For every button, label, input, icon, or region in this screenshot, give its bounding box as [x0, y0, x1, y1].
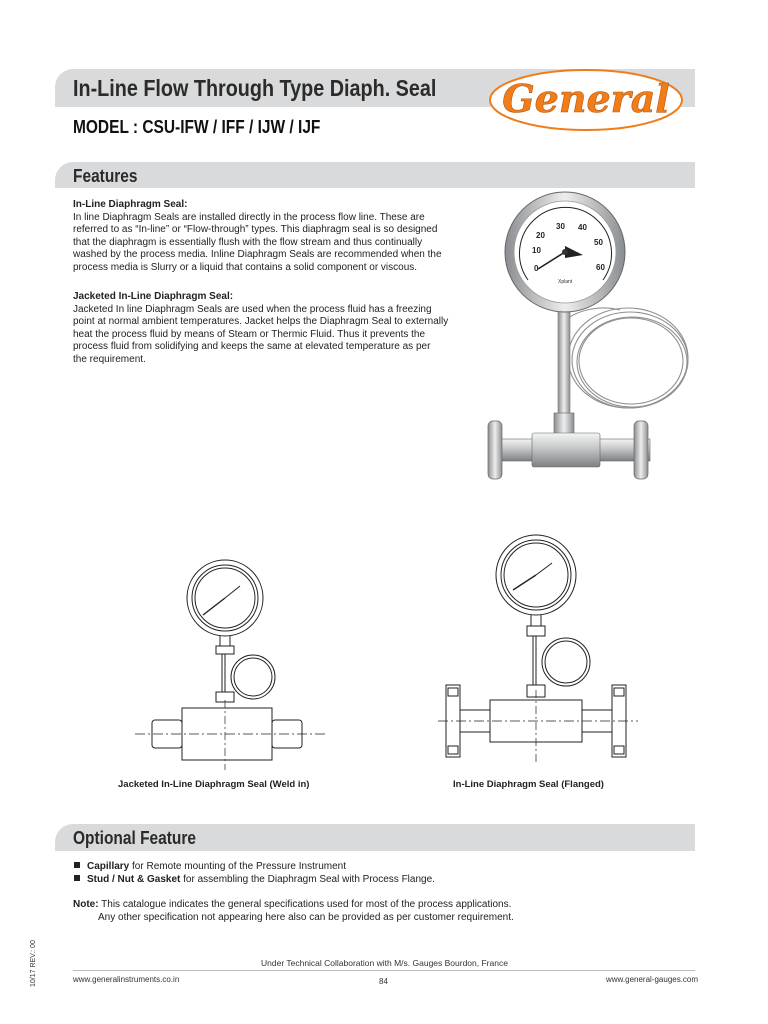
- option-bold: Stud / Nut & Gasket: [87, 874, 181, 885]
- note-label: Note:: [73, 899, 99, 910]
- footer-right-url[interactable]: www.general-gauges.com: [606, 975, 699, 984]
- dial-brand: Xplant: [558, 279, 573, 285]
- caption-weld-in: Jacketed In-Line Diaphragm Seal (Weld in): [118, 779, 310, 790]
- seal-body: [532, 433, 600, 467]
- jacketed-line: heat the process fluid by means of Steam or Thermic Fluid. Thus it prevents the: [73, 328, 426, 340]
- dial-tick-label: 20: [536, 231, 545, 240]
- inline-seal-title: In-Line Diaphragm Seal:: [73, 199, 188, 210]
- bullet-square-icon: [74, 862, 80, 868]
- drawing-coil: [231, 655, 275, 699]
- jacketed-line: point at normal ambient temperatures. Jacket helps the Diaphragm Seal to externally: [73, 316, 449, 328]
- page-title: In-Line Flow Through Type Diaph. Seal: [73, 75, 437, 101]
- gauge-stem: [558, 303, 570, 423]
- dial-tick-label: 30: [556, 222, 565, 231]
- model-label: MODEL : CSU-IFW / IFF / IJW / IJF: [73, 117, 321, 137]
- note: [73, 898, 514, 924]
- inline-line: In line Diaphragm Seals are installed directly in the process flow line. These are: [73, 211, 425, 223]
- dial-tick-label: 10: [532, 246, 541, 255]
- drawing-coil: [542, 638, 590, 686]
- flange-left: [488, 421, 502, 479]
- dial-tick-label: 50: [594, 238, 603, 247]
- jacketed-seal-title: Jacketed In-Line Diaphragm Seal:: [73, 291, 234, 302]
- general-logo: [486, 60, 686, 140]
- inline-line: referred to as “In-line” or “Flow-through” types. This diaphragm seal is so designed: [73, 224, 438, 236]
- jacketed-line: the requirement.: [73, 353, 146, 365]
- weld-in-drawing: [130, 550, 330, 775]
- option-bold: Capillary: [87, 861, 130, 872]
- flange-right: [634, 421, 648, 479]
- page-number: 84: [379, 977, 388, 986]
- product-photo: [470, 185, 700, 505]
- flanged-drawing: [438, 530, 638, 765]
- note-line: Any other specification not appearing here also can be provided as per customer requirement.: [98, 912, 514, 923]
- footer-rule: [73, 970, 695, 971]
- optional-heading: Optional Feature: [73, 828, 196, 848]
- jacketed-line: process fluid from solidifying and keeps the same at elevated temperature as per: [73, 341, 431, 353]
- inline-line: that the diaphragm is essentially flush with the flow stream and thus continually: [73, 236, 423, 248]
- logo-text: General: [502, 76, 670, 121]
- dial-tick-label: 40: [578, 223, 587, 232]
- caption-flanged: In-Line Diaphragm Seal (Flanged): [453, 779, 604, 790]
- dial-tick-label: 0: [534, 264, 539, 273]
- dial-tick-label: 60: [596, 263, 605, 272]
- jacketed-seal-text: [73, 291, 463, 367]
- features-heading: Features: [73, 166, 138, 186]
- collab-text: Under Technical Collaboration with M/s. Gauges Bourdon, France: [261, 958, 508, 968]
- jacketed-line: Jacketed In line Diaphragm Seals are used when the process fluid has a freezing: [73, 303, 432, 315]
- note-line: This catalogue indicates the general specifications used for most of the process applications.: [98, 899, 512, 910]
- revision-label: 10/17 REV.: 00: [30, 940, 37, 987]
- option-text: for assembling the Diaphragm Seal with Process Flange.: [180, 874, 435, 885]
- option-item-capillary: [74, 861, 346, 872]
- option-item-stud: [74, 874, 435, 885]
- inline-seal-text: [73, 199, 463, 275]
- bullet-square-icon: [74, 875, 80, 881]
- capillary-coil: [568, 308, 688, 408]
- inline-line: process media is Slurry or a liquid that contains a solid component or viscous.: [73, 261, 418, 273]
- option-text: for Remote mounting of the Pressure Instrument: [129, 861, 347, 872]
- inline-line: washed by the process media. Inline Diaphragm Seals are recommended when the: [73, 249, 442, 261]
- footer-left-url[interactable]: www.generalinstruments.co.in: [73, 975, 180, 984]
